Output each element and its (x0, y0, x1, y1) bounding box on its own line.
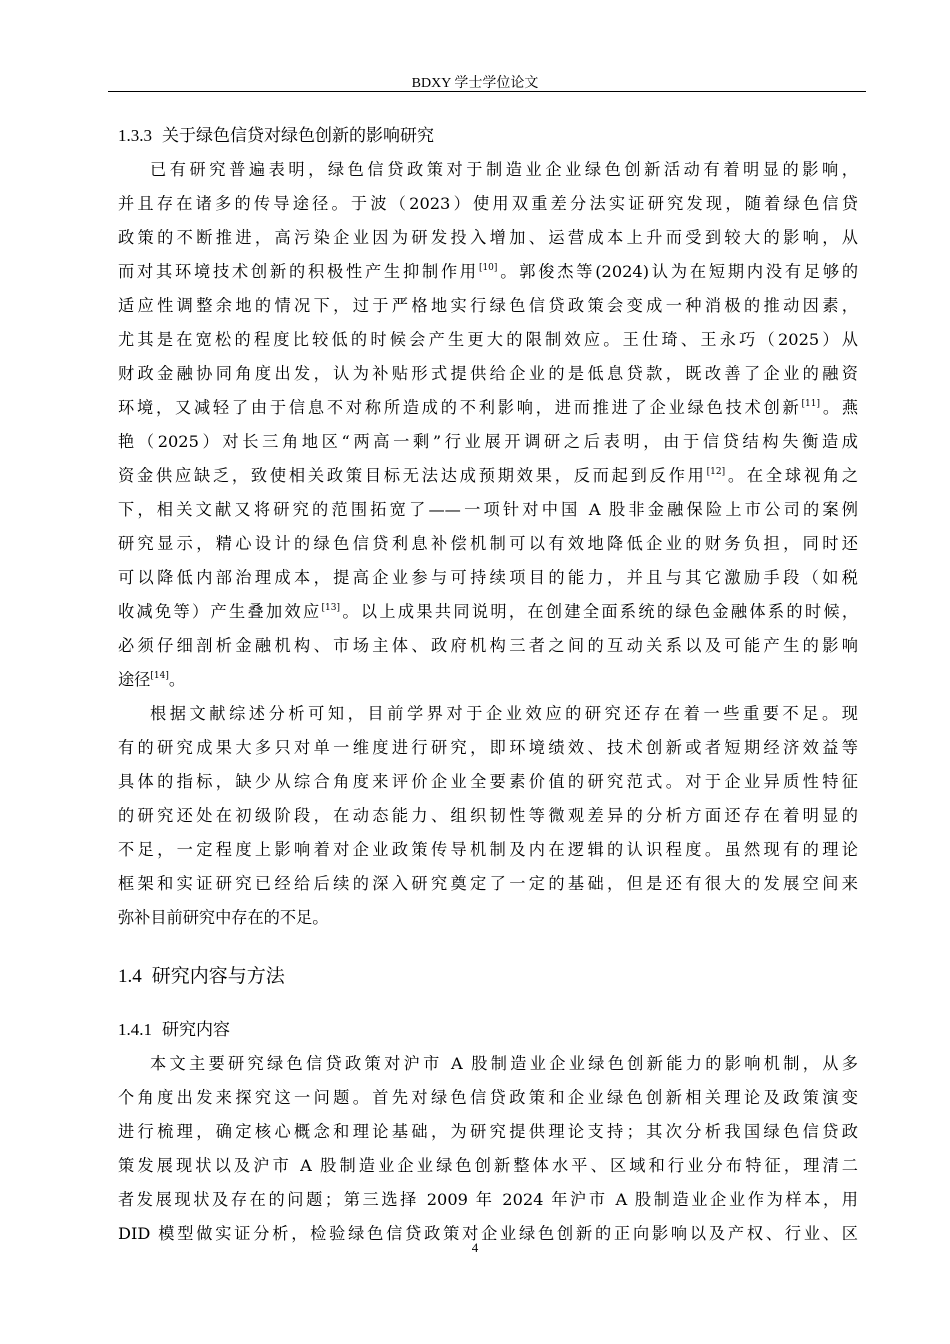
citation-ref: [13] (321, 603, 340, 613)
citation-ref: [11] (801, 399, 821, 409)
text-line: 根据文献综述分析可知，目前学界对于企业效应的研究还存在着一些重要不足。现 (150, 704, 858, 723)
text-line: 者发展现状及存在的问题；第三选择 2009 年 2024 年沪市 A 股制造业企业作为样本，用 (118, 1190, 858, 1209)
text-line: 研究显示，精心设计的绿色信贷利息补偿机制可以有效地降低企业的财务负担，同时还 (118, 534, 858, 553)
text-line: 下，相关文献又将研究的范围拓宽了——一项针对中国 A 股非金融保险上市公司的案例 (118, 500, 858, 519)
text-line: 已有研究普遍表明，绿色信贷政策对于制造业企业绿色创新活动有着明显的影响， (150, 160, 858, 179)
text-line: 尤其是在宽松的程度比较低的时候会产生更大的限制效应。王仕琦、王永巧（2025）从 (118, 330, 858, 349)
text-line: 策发展现状以及沪市 A 股制造业企业绿色创新整体水平、区域和行业分布特征，理清二 (118, 1156, 858, 1175)
text-line: 个角度出发来探究这一问题。首先对绿色信贷政策和企业绿色创新相关理论及政策演变 (118, 1088, 858, 1107)
section-number: 1.3.3 (118, 126, 152, 145)
text-line: 弥补目前研究中存在的不足。 (118, 908, 329, 927)
citation-ref: [12] (706, 467, 726, 477)
text-line: 进行梳理，确定核心概念和理论基础，为研究提供理论支持；其次分析我国绿色信贷政 (118, 1122, 858, 1141)
text-line: 资金供应缺乏，致使相关政策目标无法达成预期效果，反而起到反作用[12]。在全球视角之 (118, 466, 859, 485)
text-line: 有的研究成果大多只对单一维度进行研究，即环境绩效、技术创新或者短期经济效益等 (118, 738, 858, 757)
text-line: 的研究还处在初级阶段，在动态能力、组织韧性等微观差异的分析方面还存在着明显的 (118, 806, 858, 825)
text-line: 艳（2025）对长三角地区“两高一剩”行业展开调研之后表明，由于信贷结构失衡造成 (118, 432, 858, 451)
section-heading-1-4 (118, 961, 285, 988)
section-number: 1.4.1 (118, 1020, 152, 1039)
section-heading-1-4-1 (118, 1015, 230, 1040)
header-rule (108, 91, 866, 92)
running-header: BDXY 学士学位论文 (411, 76, 539, 91)
text-line: 收减免等）产生叠加效应[13]。以上成果共同说明，在创建全面系统的绿色金融体系的时候， (118, 602, 859, 621)
text-line: 不足，一定程度上影响着对企业政策传导机制及内在逻辑的认识程度。虽然现有的理论 (118, 840, 858, 859)
text-line: 适应性调整余地的情况下，过于严格地实行绿色信贷政策会变成一种消极的推动因素， (118, 296, 858, 315)
citation-ref: [14] (150, 671, 169, 681)
section-number: 1.4 (118, 966, 142, 987)
section-title: 关于绿色信贷对绿色创新的影响研究 (162, 126, 434, 146)
page-number: 4 (471, 1240, 479, 1255)
text-line: 途径[14]。 (118, 670, 186, 689)
text-line: 并且存在诸多的传导途径。于波（2023）使用双重差分法实证研究发现，随着绿色信贷 (118, 194, 858, 213)
section-title: 研究内容与方法 (151, 965, 285, 987)
section-heading-1-3-3 (118, 121, 434, 146)
text-line: 必须仔细剖析金融机构、市场主体、政府机构三者之间的互动关系以及可能产生的影响 (118, 636, 858, 655)
text-line: 具体的指标，缺少从综合角度来评价企业全要素价值的研究范式。对于企业异质性特征 (118, 772, 858, 791)
text-line: DID 模型做实证分析，检验绿色信贷政策对企业绿色创新的正向影响以及产权、行业、区 (118, 1224, 858, 1243)
text-line: 环境，又减轻了由于信息不对称所造成的不利影响，进而推进了企业绿色技术创新[11]。燕 (118, 398, 859, 417)
text-line: 本文主要研究绿色信贷政策对沪市 A 股制造业企业绿色创新能力的影响机制，从多 (150, 1054, 858, 1073)
text-line: 财政金融协同角度出发，认为补贴形式提供给企业的是低息贷款，既改善了企业的融资 (118, 364, 858, 383)
text-line: 可以降低内部治理成本，提高企业参与可持续项目的能力，并且与其它激励手段（如税 (118, 568, 858, 587)
text-line: 框架和实证研究已经给后续的深入研究奠定了一定的基础，但是还有很大的发展空间来 (118, 874, 858, 893)
section-title: 研究内容 (162, 1020, 230, 1040)
text-line: 政策的不断推进，高污染企业因为研发投入增加、运营成本上升而受到较大的影响，从 (118, 228, 858, 247)
citation-ref: [10] (478, 263, 498, 273)
text-line: 而对其环境技术创新的积极性产生抑制作用[10]。郭俊杰等(2024)认为在短期内没有足够的 (118, 262, 859, 281)
